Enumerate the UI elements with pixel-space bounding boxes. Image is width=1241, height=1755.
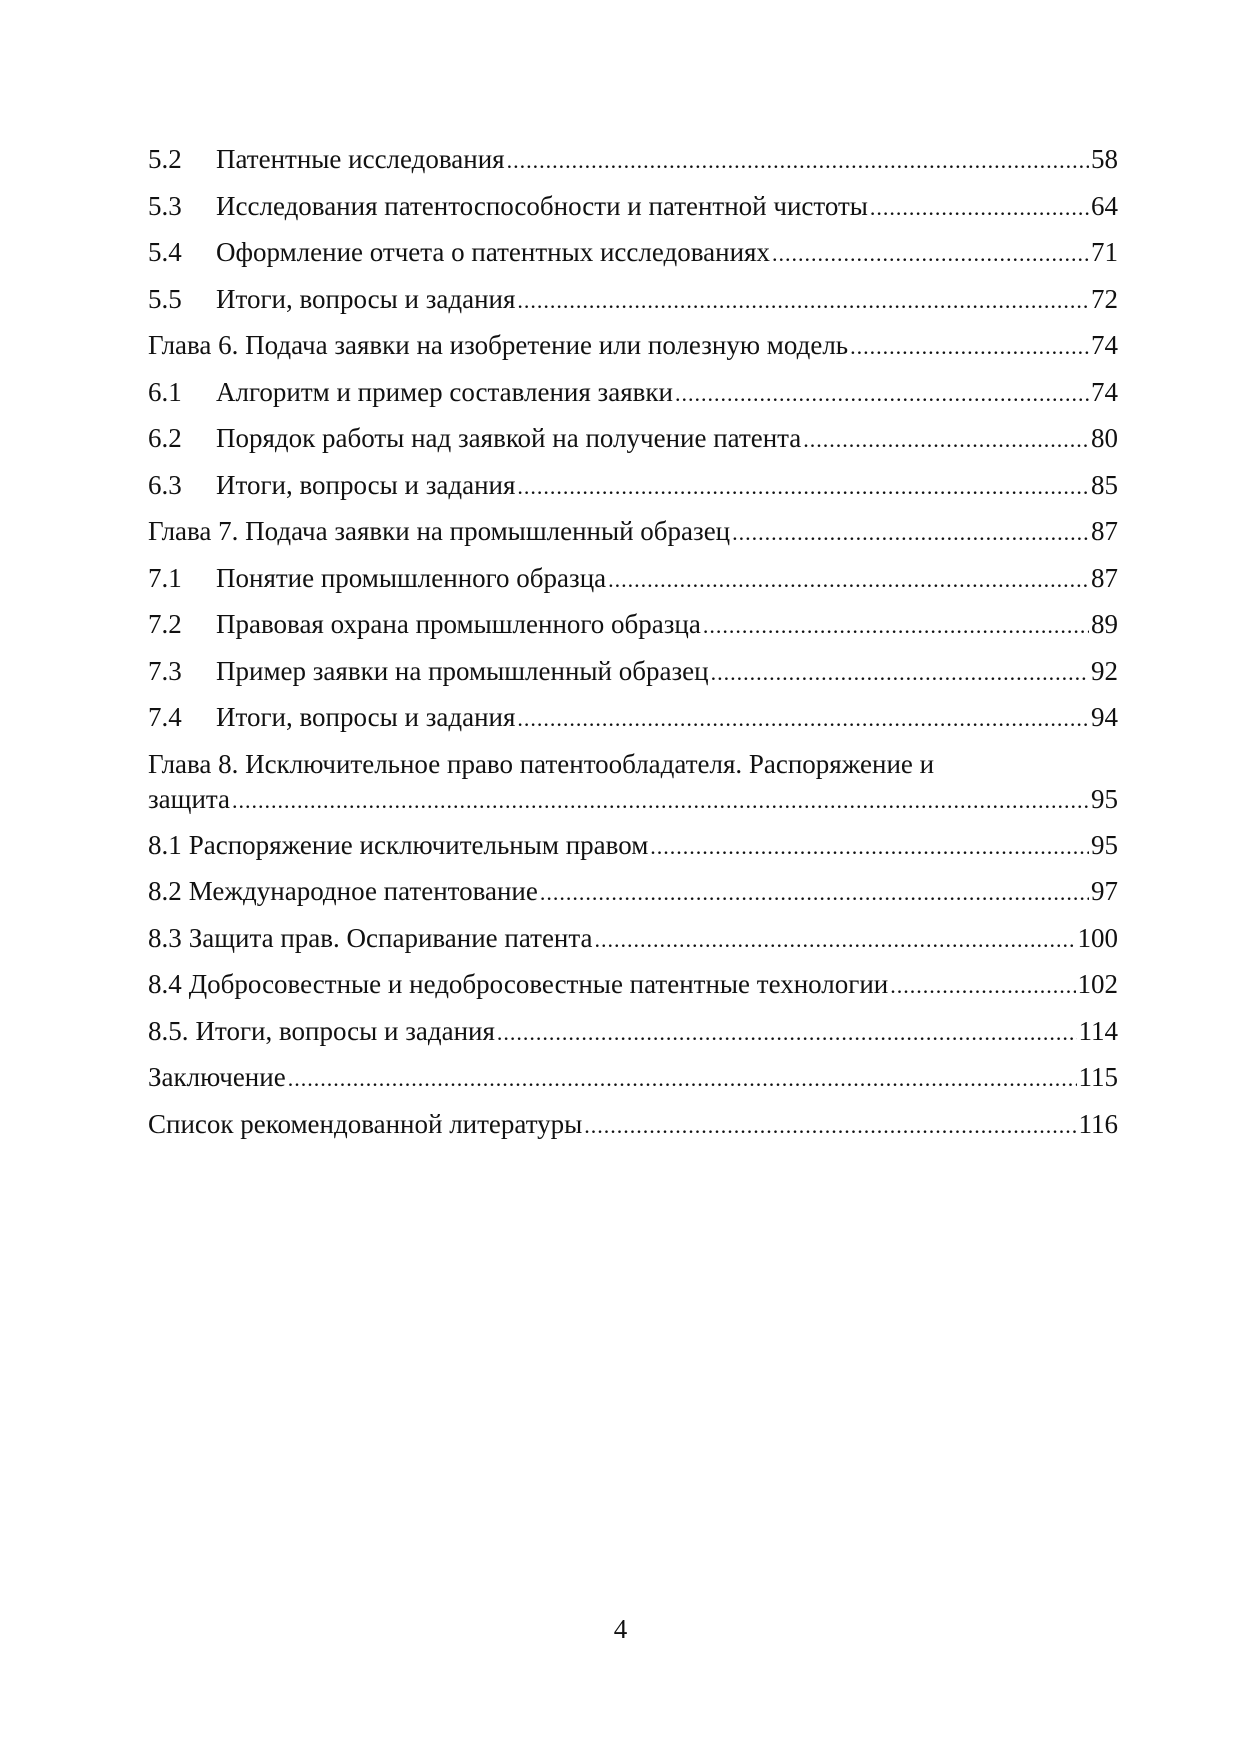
- toc-entry-number: 6.3: [148, 469, 182, 500]
- toc-entry[interactable]: [148, 694, 1118, 741]
- toc-entry[interactable]: [148, 369, 1118, 416]
- toc-entry-title: Патентные исследования: [216, 144, 505, 174]
- dot-leader: [288, 1056, 1077, 1103]
- toc-entry-number: 8.5.: [148, 1015, 189, 1046]
- toc-entry[interactable]: [148, 322, 1118, 369]
- toc-entry-number: 6.2: [148, 423, 182, 453]
- toc-entry-number: 8.4: [148, 969, 182, 999]
- toc-entry-page: 89: [1091, 609, 1118, 639]
- toc-entry-number: 7.2: [148, 609, 182, 639]
- dot-leader: [870, 185, 1089, 232]
- toc-entry-page: 80: [1091, 423, 1118, 453]
- toc-entry-title: Итоги, вопросы и задания: [195, 1015, 495, 1046]
- toc-entry-title: Понятие промышленного образца: [216, 562, 607, 593]
- toc-entry-page: 95: [1091, 783, 1118, 814]
- toc-entry-page: 95: [1091, 829, 1118, 860]
- dot-leader: [540, 870, 1089, 917]
- toc-entry-page: 74: [1091, 330, 1118, 360]
- toc-entry-title: Порядок работы над заявкой на получение патента: [216, 423, 802, 453]
- toc-entry-page: 74: [1091, 376, 1118, 407]
- toc-entry-title: Итоги, вопросы и задания: [216, 469, 516, 500]
- toc-entry[interactable]: [148, 648, 1118, 695]
- toc-entry[interactable]: [148, 555, 1118, 602]
- toc-entry[interactable]: [148, 1008, 1118, 1055]
- toc-entry[interactable]: [148, 822, 1118, 869]
- toc-entry[interactable]: [148, 462, 1118, 509]
- toc-entry-page: 87: [1091, 562, 1118, 593]
- dot-leader: [890, 963, 1075, 1010]
- toc-entry-title-line1: Глава 8. Исключительное право патентообладателя. Распоряжение и: [148, 748, 935, 779]
- toc-entry[interactable]: [148, 276, 1118, 323]
- toc-entry-title: Оформление отчета о патентных исследованиях: [216, 237, 770, 267]
- toc-entry-title-line2: защита: [148, 783, 231, 814]
- toc-entry[interactable]: [148, 183, 1118, 230]
- toc-entry[interactable]: [148, 508, 1118, 555]
- toc-entry-page: 114: [1078, 1015, 1118, 1046]
- dot-leader: [517, 278, 1089, 325]
- toc-entry-title: Пример заявки на промышленный образец: [216, 655, 709, 686]
- dot-leader: [595, 917, 1076, 964]
- toc-entry-page: 115: [1078, 1062, 1118, 1092]
- toc-entry-title: Список рекомендованной литературы: [148, 1108, 583, 1139]
- toc-entry-number: 5.3: [148, 190, 182, 221]
- toc-entry-title-line2-row: [148, 782, 1118, 822]
- dot-leader: [497, 1010, 1077, 1057]
- toc-entry-number: 5.2: [148, 144, 182, 174]
- toc-entry-title: Заключение: [148, 1062, 286, 1092]
- toc-entry[interactable]: [148, 229, 1118, 276]
- toc-entry-page: 64: [1091, 190, 1118, 221]
- toc-entry-page: 94: [1091, 702, 1118, 732]
- dot-leader: [850, 324, 1089, 371]
- toc-entry-number: 7.3: [148, 655, 182, 686]
- dot-leader: [517, 464, 1089, 511]
- toc-entry-number: 8.3: [148, 922, 182, 953]
- toc-entry-number: 5.4: [148, 237, 182, 267]
- toc-section-chapters-5-7: [148, 136, 1118, 741]
- dot-leader: [803, 417, 1089, 464]
- toc-entry[interactable]: [148, 415, 1118, 462]
- dot-leader: [650, 824, 1089, 871]
- dot-leader: [772, 231, 1089, 278]
- toc-entry-page: 72: [1091, 283, 1118, 314]
- toc-entry-page: 58: [1091, 144, 1118, 174]
- toc-entry-title: Алгоритм и пример составления заявки: [216, 376, 673, 407]
- toc-entry[interactable]: [148, 601, 1118, 648]
- toc-entry-title: Правовая охрана промышленного образца: [216, 609, 701, 639]
- dot-leader: [732, 510, 1089, 557]
- toc-entry-title: Итоги, вопросы и задания: [216, 702, 516, 732]
- toc-entry[interactable]: [148, 1101, 1118, 1148]
- toc-entry-page: 100: [1077, 922, 1118, 953]
- dot-leader: [711, 650, 1089, 697]
- toc-entry[interactable]: [148, 868, 1118, 915]
- toc-entry[interactable]: [148, 136, 1118, 183]
- toc-entry[interactable]: [148, 1054, 1118, 1101]
- toc-entry-title: Защита прав. Оспаривание патента: [188, 922, 593, 953]
- dot-leader: [608, 557, 1089, 604]
- toc-entry-number: 7.4: [148, 702, 182, 732]
- toc-section-chapter-8-end: [148, 822, 1118, 1148]
- dot-leader: [517, 696, 1089, 743]
- dot-leader: [675, 371, 1089, 418]
- toc-entry-page: 85: [1091, 469, 1118, 500]
- toc-entry-number: 5.5: [148, 283, 182, 314]
- toc-entry-page: 87: [1091, 516, 1118, 546]
- table-of-contents: [148, 136, 1118, 1147]
- dot-leader: [584, 1103, 1076, 1150]
- toc-entry-title: Добросовестные и недобросовестные патентные технологии: [188, 969, 889, 999]
- toc-entry-title: Международное патентование: [188, 876, 538, 906]
- toc-entry-title: Распоряжение исключительным правом: [188, 829, 649, 860]
- toc-entry-chapter-8[interactable]: [148, 741, 1118, 822]
- dot-leader: [507, 138, 1089, 185]
- toc-entry-number: 8.1: [148, 829, 182, 860]
- toc-entry-page: 116: [1078, 1108, 1118, 1139]
- dot-leader: [232, 783, 1089, 818]
- dot-leader: [703, 603, 1089, 650]
- toc-entry-title: Исследования патентоспособности и патентной чистоты: [216, 190, 868, 221]
- toc-entry[interactable]: [148, 915, 1118, 962]
- toc-entry-page: 102: [1077, 969, 1118, 999]
- toc-entry-page: 97: [1091, 876, 1118, 906]
- toc-entry-title: Итоги, вопросы и задания: [216, 283, 516, 314]
- toc-entry-title: Глава 7. Подача заявки на промышленный образец: [148, 516, 731, 546]
- toc-entry[interactable]: [148, 961, 1118, 1008]
- toc-entry-number: 8.2: [148, 876, 182, 906]
- toc-entry-page: 71: [1091, 237, 1118, 267]
- toc-entry-title: Глава 6. Подача заявки на изобретение или полезную модель: [148, 330, 849, 360]
- toc-entry-page: 92: [1091, 655, 1118, 686]
- toc-entry-number: 7.1: [148, 562, 182, 593]
- toc-entry-number: 6.1: [148, 376, 182, 407]
- page-number: 4: [613, 1614, 628, 1644]
